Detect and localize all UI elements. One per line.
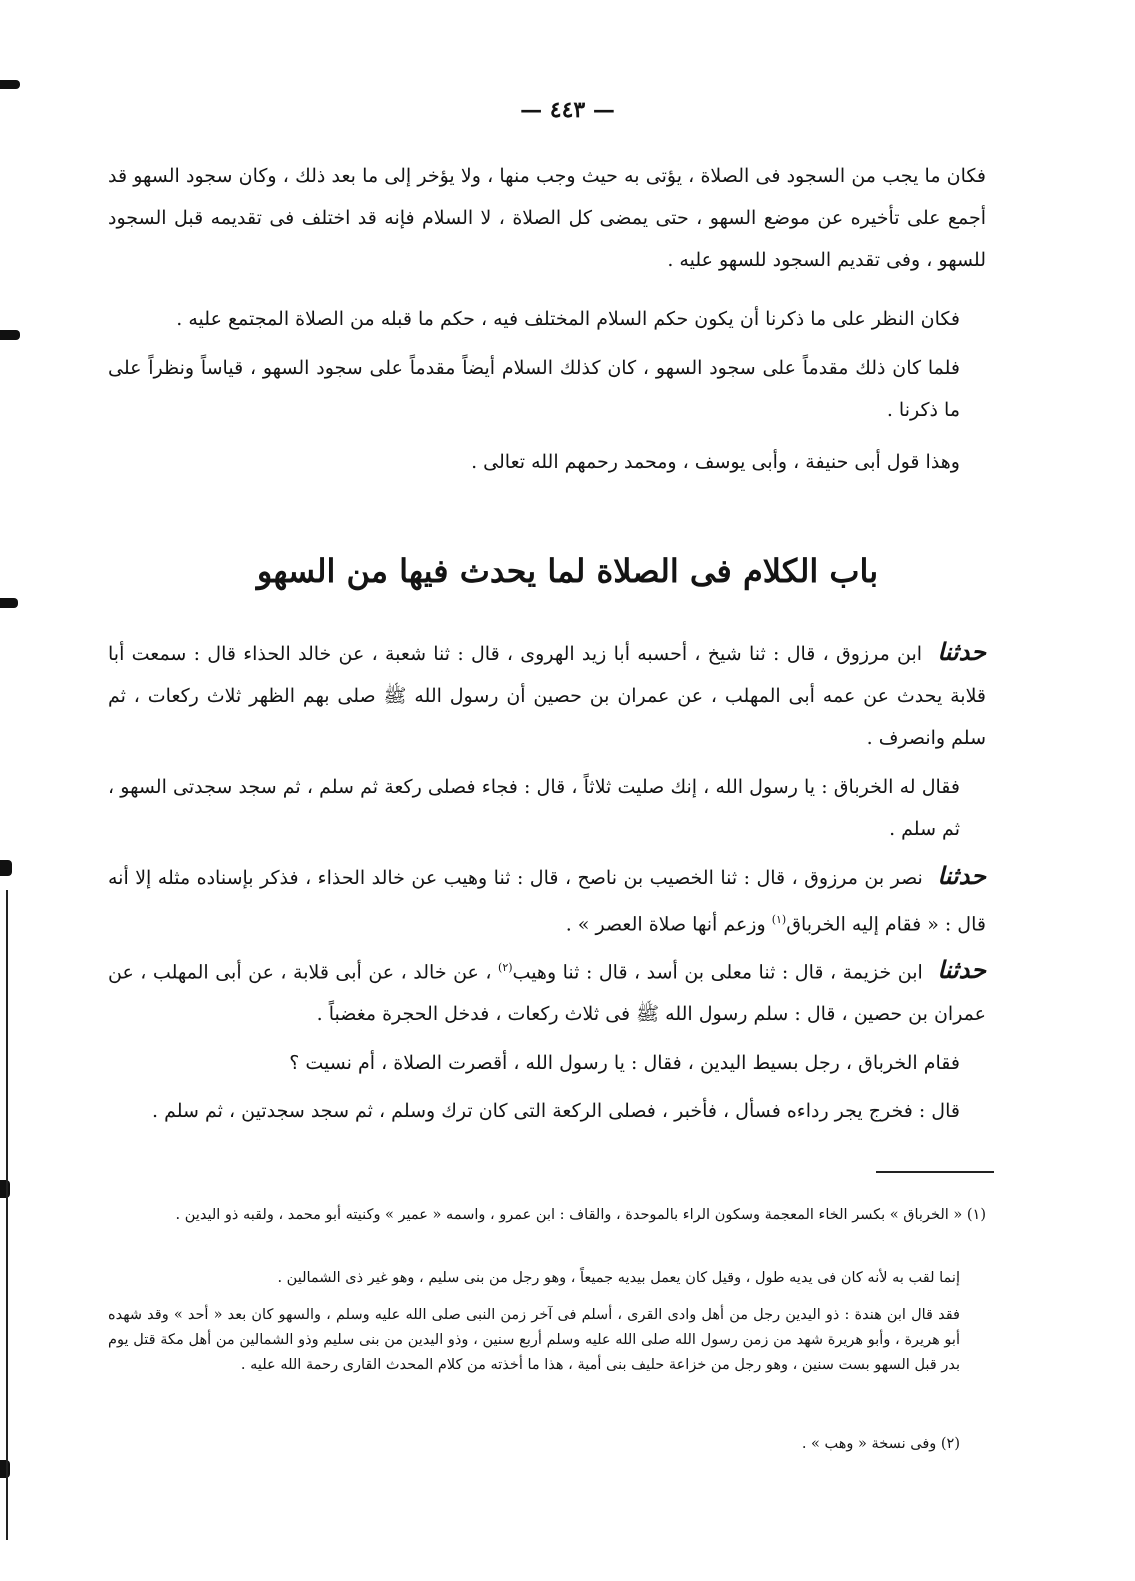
footnote-ref-1: (١) — [771, 913, 787, 926]
footnote-1: (١) « الخرباق » بكسر الخاء المعجمة وسكون الراء بالموحدة ، والقاف : ابن عمرو ، واسمه « عمير » وكنيته أبو محمد ، ولقبه ذو اليدين . — [175, 1207, 986, 1223]
paragraph-1: فكان ما يجب من السجود فى الصلاة ، يؤتى به حيث وجب منها ، ولا يؤخر إلى ما بعد ذلك ، وكان سجود السهو قد أجمع على تأخيره عن موضع السهو ، حتى يمضى كل الصلاة ، لا السلام فإنه قد اختلف فى تقديمه قبل السجود للسهو ، وفى تقديم السجود للسهو عليه . — [108, 165, 986, 271]
narration-6: قال : فخرج يجر رداءه فسأل ، فأخبر ، فصلى الركعة التى كان ترك وسلم ، ثم سجد سجدتين ، ثم سلم . — [152, 1100, 960, 1122]
narration-3 — [108, 855, 986, 945]
narration-text: ابن مرزوق ، قال : ثنا شيخ ، أحسبه أبا زيد الهروى ، قال : ثنا شعبة ، عن خالد الحذاء قال : سمعت أبا قلابة يحدث عن عمه أبى المهلب ، عن عمران بن حصين أن رسول الله ﷺ صلى بهم الظهر ثلاث ركعات ، ثم سلم وانصرف . — [108, 643, 986, 749]
paragraph-4: وهذا قول أبى حنيفة ، وأبى يوسف ، ومحمد رحمهم الله تعالى . — [471, 451, 960, 473]
page-number: — ٤٤٣ — — [520, 97, 615, 123]
narration-4 — [108, 947, 986, 1035]
narration-text: ابن خزيمة ، قال : ثنا معلى بن أسد ، قال : ثنا وهيب — [512, 961, 923, 984]
footnote-divider — [876, 1171, 994, 1173]
paragraph-2: فكان النظر على ما ذكرنا أن يكون حكم السلام المختلف فيه ، حكم ما قبله من الصلاة المجتمع عليه . — [176, 308, 960, 330]
footnote-2: (٢) وفى نسخة « وهب » . — [801, 1436, 960, 1452]
binding-mark — [0, 1180, 10, 1198]
narration-lead-word: حدثنا — [937, 637, 986, 666]
footnote-1-continued: إنما لقب به لأنه كان فى يديه طول ، وقيل كان يعمل بيديه جميعاً ، وهو رجل من بنى سليم ، وهو غير ذى الشمالين . — [277, 1270, 960, 1286]
binding-mark — [0, 1460, 10, 1478]
footnote-ref-2: (٢) — [498, 961, 513, 974]
narration-lead-word: حدثنا — [937, 861, 986, 890]
chapter-heading: باب الكلام فى الصلاة لما يحدث فيها من السهو — [256, 552, 879, 590]
binding-mark — [0, 80, 20, 89]
narration-text: نصر بن مرزوق ، قال : ثنا الخصيب بن ناصح ، قال : ثنا وهيب عن خالد الحذاء ، فذكر بإسناده مثله إلا أنه قال : « فقام إليه الخرباق — [108, 867, 986, 936]
paragraph-3: فلما كان ذلك مقدماً على سجود السهو ، كان كذلك السلام أيضاً مقدماً على سجود السهو ، قياساً ونظراً على ما ذكرنا . — [108, 357, 960, 421]
narration-text: وزعم أنها صلاة العصر » . — [565, 913, 766, 936]
narration-text: ، عن خالد ، عن أبى قلابة ، عن أبى المهلب ، عن عمران بن حصين ، قال : سلم رسول الله ﷺ فى ثلاث ركعات ، فدخل الحجرة مغضباً . — [108, 961, 986, 1026]
narration-lead-word: حدثنا — [937, 955, 986, 985]
narration-5: فقام الخرباق ، رجل بسيط اليدين ، فقال : يا رسول الله ، أقصرت الصلاة ، أم نسيت ؟ — [289, 1052, 960, 1074]
footnote-1-source: فقد قال ابن هندة : ذو اليدين رجل من أهل وادى القرى ، أسلم فى آخر زمن النبى صلى الله عليه وسلم ، والسهو كان بعد « أحد » وقد شهده أبو هريرة ، وأبو هريرة شهد من زمن رسول الله صلى الله عليه وسلم أربع سنين ، وذو اليدين من بنى سليم وذو الشمالين من أهل مكة قتل يوم بدر قبل السهو بست سنين ، وهو رجل من خزاعة حليف بنى أمية ، هذا ما أخذته من كلام المحدث القارى رحمة الله عليه . — [108, 1307, 960, 1373]
binding-mark — [0, 330, 20, 340]
narration-1 — [108, 631, 986, 759]
binding-mark — [0, 860, 12, 876]
binding-mark — [0, 598, 18, 608]
narration-2: فقال له الخرباق : يا رسول الله ، إنك صليت ثلاثاً ، قال : فجاء فصلى ركعة ثم سلم ، ثم سجد سجدتى السهو ، ثم سلم . — [108, 776, 960, 840]
scan-edge-line — [6, 890, 8, 1540]
